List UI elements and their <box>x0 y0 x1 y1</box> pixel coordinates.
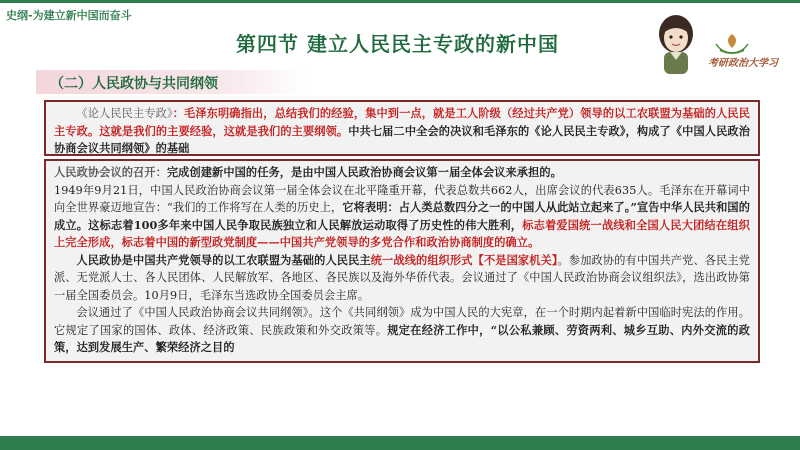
paragraph-text: 。参加政协的有中国共产党、各民主党派、无党派人士、各人民团体、人民解放军、各地区、各民族以及海外华侨代表。会议通过了《中国人民政治协商会议组织法》，选出政协第一届全国委员会。10月9日，毛泽东当选政协全国委员会主席。 <box>54 253 751 302</box>
logo-text: 考研政治大学习 <box>708 58 778 69</box>
series-label: 史纲-为建立新中国而奋斗 <box>6 9 132 22</box>
page-title: 第四节 建立人民民主专政的新中国 <box>236 32 559 56</box>
paragraph-emphasis: 统一战线的组织形式【不是国家机关】 <box>370 252 558 267</box>
paragraph-text: 完成创建新中国的任务，是由中国人民政治协商会议第一届全体会议来承担的。 <box>166 165 562 179</box>
paragraph-cppcc-opening <box>54 164 750 182</box>
paragraph-lead: 人民政协会议的召开： <box>54 165 167 179</box>
paragraph-emphasis: 标志着爱国统一战线和全国人民大团结在组织上完全形成，标志着中国的新型政党制度——中国共产党领导的多党合作和政治协商制度的确立。 <box>54 217 750 249</box>
paragraph-text: 1949年9月21日，中国人民政治协商会议第一届全体会议在北平隆重开幕，代表总数共662人，出席会议的代表635人。毛泽东在开幕词中向全世界豪迈地宣告：“我们的工作将写在人类的历史上， <box>54 183 750 214</box>
paragraph-founding <box>54 182 750 252</box>
bottom-bar <box>0 436 800 450</box>
section-heading: （二）人民政协与共同纲领 <box>50 76 218 92</box>
quote-conclusion: 中共七届二中全会的决议和毛泽东的《论人民民主专政》，构成了《中国人民政治协商会议共同纲领》的基础 <box>54 123 750 155</box>
paragraph-text: 会议通过了《中国人民政治协商会议共同纲领》。这个《共同纲领》成为中国人民的大宪章，在一个时期内起着新中国临时宪法的作用。它规定了国家的国体、政体、经济政策、民族政策和外交政策等。 <box>54 306 750 337</box>
quote-box <box>44 100 760 156</box>
paragraph-cppcc-nature <box>54 252 750 305</box>
content-box <box>44 159 760 363</box>
quote-paragraph <box>54 105 750 158</box>
paragraph-common-program <box>54 304 750 357</box>
paragraph-bold: 它将表明：占人类总数四分之一的中国人从此站立起来了。”宣告中华人民共和国的成立。这标志着100多年来中国人民争取民族独立和人民解放运动取得了历史性的伟大胜利， <box>54 200 750 232</box>
paragraph-bold: 规定在经济工作中，“以公私兼顾、劳资两利、城乡互助、内外交流的政策，达到发展生产、繁荣经济之目的 <box>54 322 751 354</box>
quote-title: 《论人民民主专政》 <box>76 107 173 120</box>
quote-emphasis: ：毛泽东明确指出，总结我们的经验，集中到一点，就是工人阶级（经过共产党）领导的以工农联盟为基础的人民民主专政。这就是我们的主要经验，这就是我们的主要纲领。 <box>54 106 750 138</box>
top-rule <box>0 0 800 3</box>
paragraph-bold: 人民政协是中国共产党领导的以工农联盟为基础的人民民主 <box>76 252 371 267</box>
avatar-illustration-icon <box>650 12 702 74</box>
